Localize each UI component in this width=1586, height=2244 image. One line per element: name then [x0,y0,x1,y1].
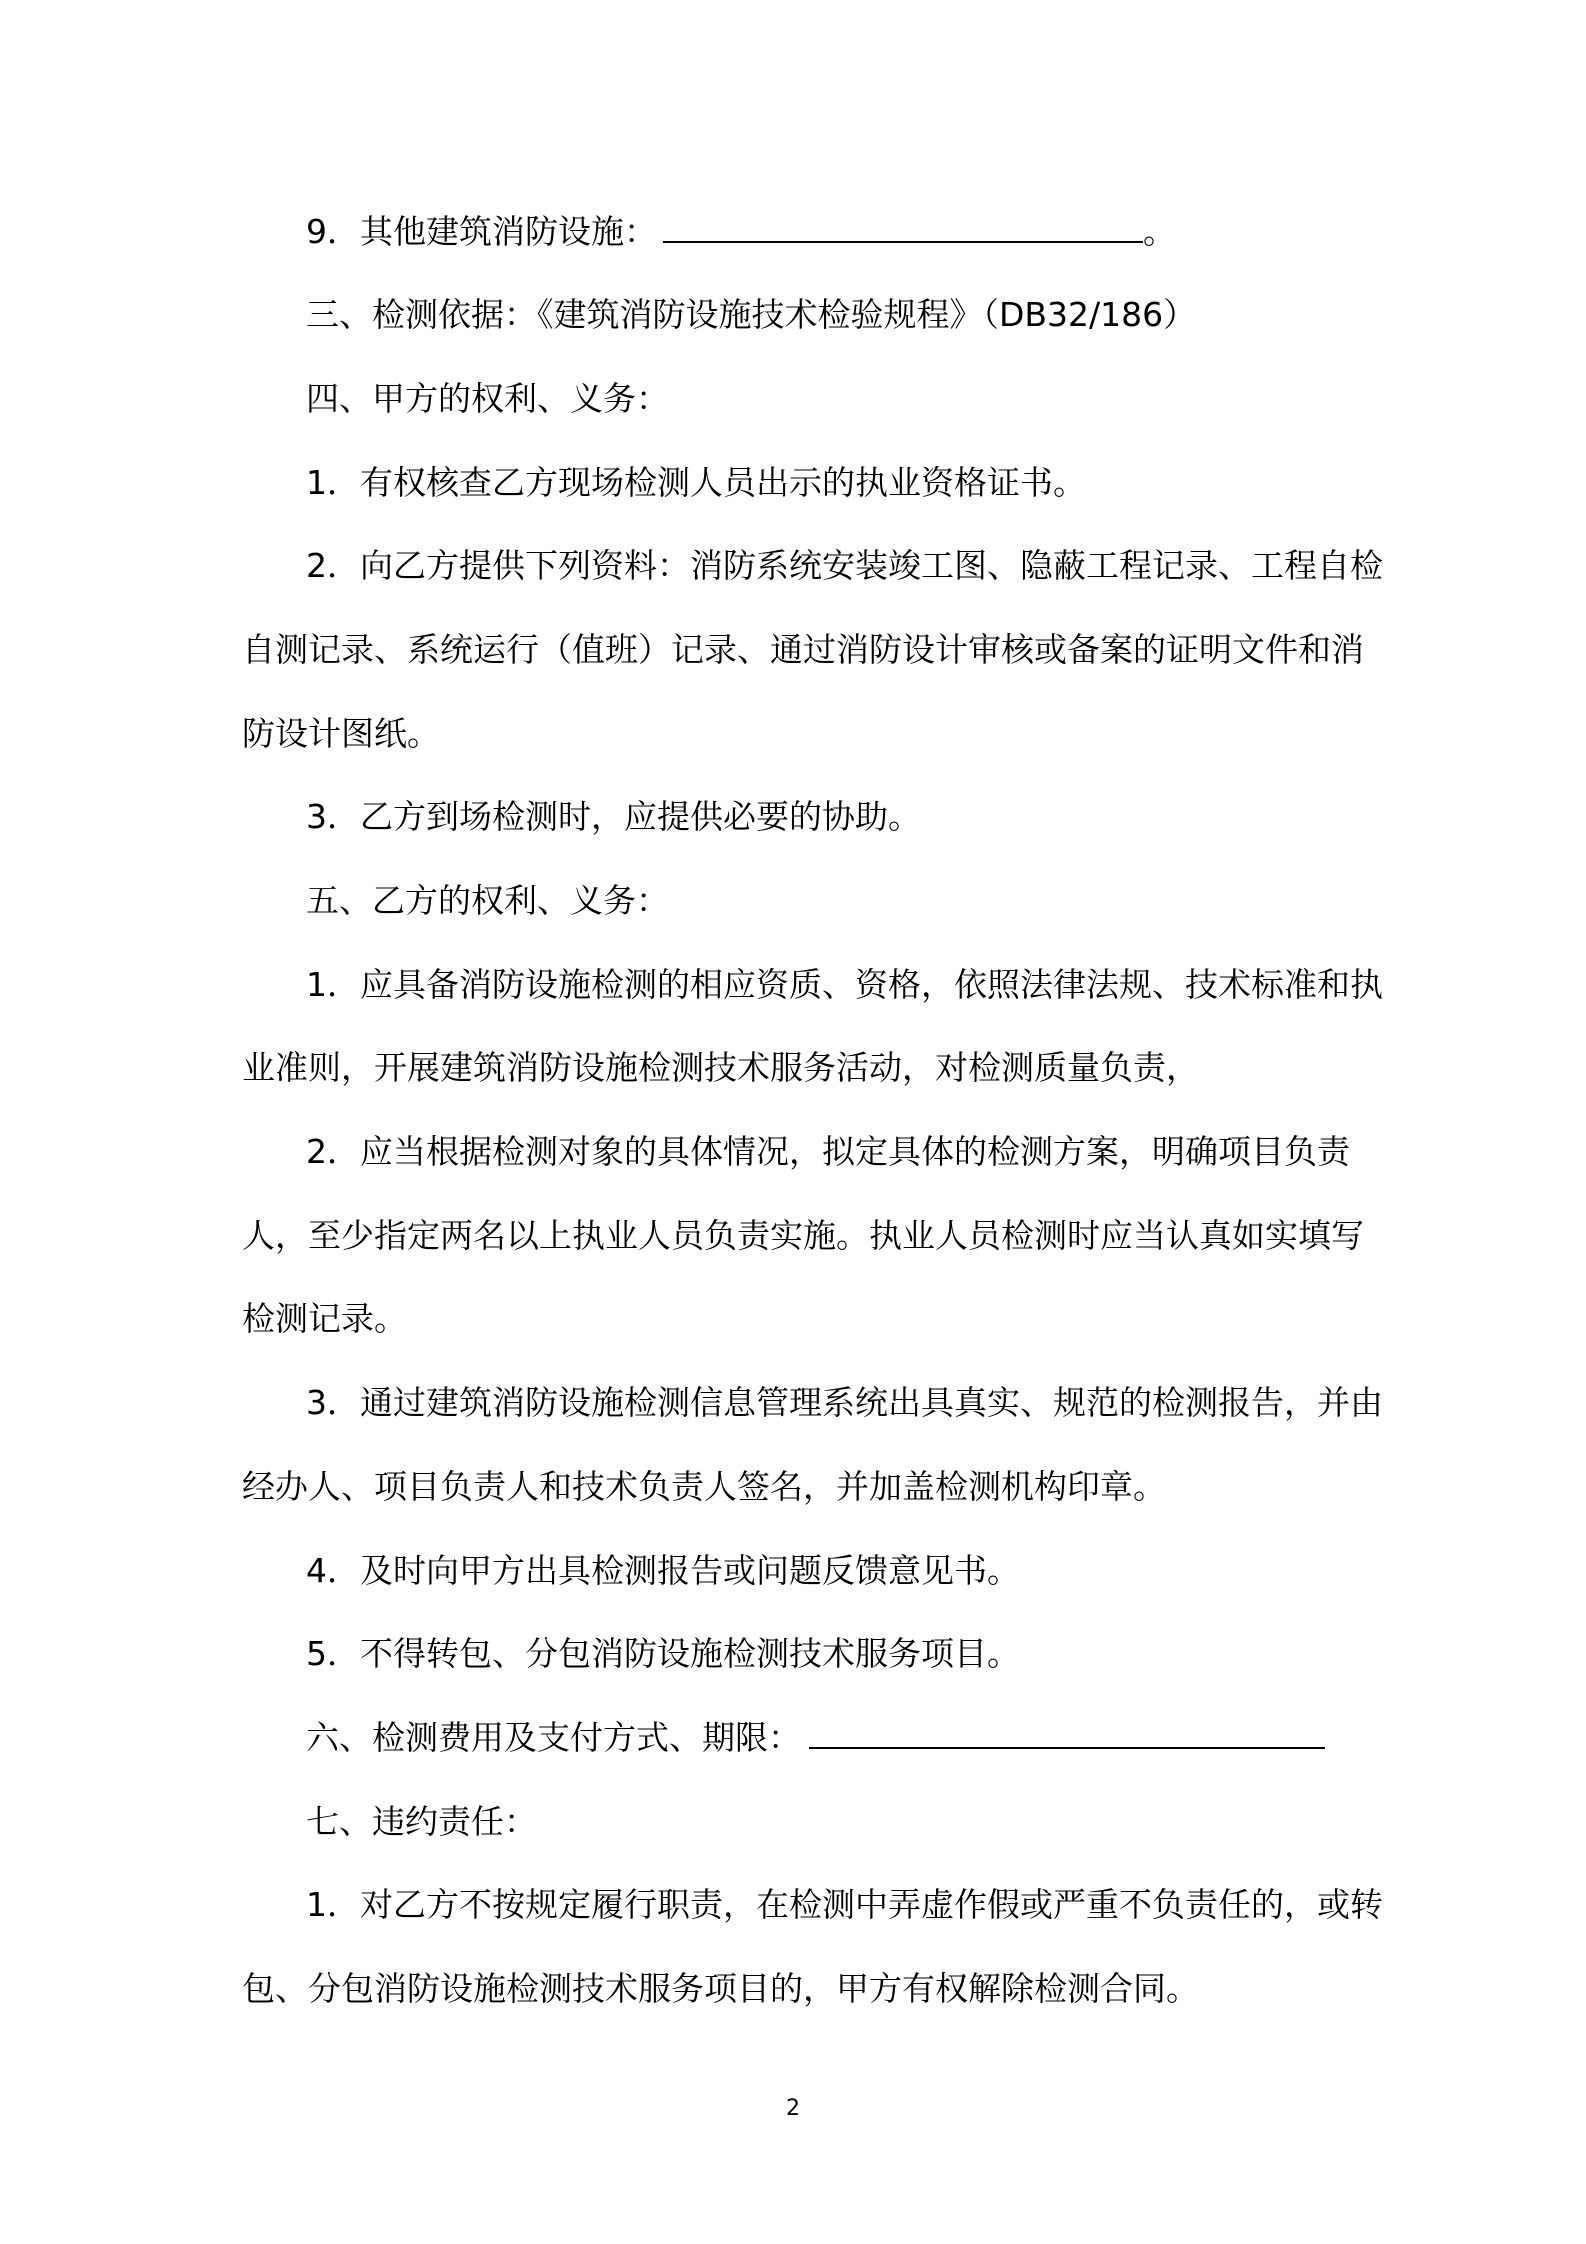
section9-blank-field[interactable] [663,213,1143,243]
section7-item1-line1: 1．对乙方不按规定履行职责，在检测中弄虚作假或严重不负责任的，或转 [306,1885,1383,1924]
section5-item3-line2: 经办人、项目负责人和技术负责人签名，并加盖检测机构印章。 [242,1467,1166,1506]
section9-line [0,212,1586,252]
page-number: 2 [786,2096,800,2121]
section4-item2-line2: 自测记录、系统运行（值班）记录、通过消防设计审核或备案的证明文件和消 [242,630,1364,669]
section6-blank-field[interactable] [809,1719,1325,1749]
section9-suffix: 。 [1143,212,1176,251]
section4-item1: 1．有权核查乙方现场检测人员出示的执业资格证书。 [306,463,1086,502]
section5-item4: 4．及时向甲方出具检测报告或问题反馈意见书。 [306,1551,1020,1590]
section4-title: 四、甲方的权利、义务： [306,379,669,418]
section5-title: 五、乙方的权利、义务： [306,881,669,920]
section5-item1-line1: 1．应具备消防设施检测的相应资质、资格，依照法律法规、技术标准和执 [306,965,1383,1004]
section6-label: 六、检测费用及支付方式、期限： [306,1718,801,1757]
section5-item2-line3: 检测记录。 [242,1299,407,1338]
section9-label: 9．其他建筑消防设施： [306,212,657,251]
section5-item3-line1: 3．通过建筑消防设施检测信息管理系统出具真实、规范的检测报告，并由 [306,1383,1383,1422]
section5-item2-line1: 2．应当根据检测对象的具体情况，拟定具体的检测方案，明确项目负责 [306,1132,1350,1171]
section4-item3: 3．乙方到场检测时，应提供必要的协助。 [306,797,921,836]
section7-item1-line2: 包、分包消防设施检测技术服务项目的，甲方有权解除检测合同。 [242,1969,1199,2008]
section6-line [0,1718,1586,1758]
section3-basis: 三、检测依据：《建筑消防设施技术检验规程》（DB32/186） [306,295,1197,334]
section5-item5: 5．不得转包、分包消防设施检测技术服务项目。 [306,1634,1020,1673]
section7-title: 七、违约责任： [306,1802,537,1841]
section4-item2-line1: 2．向乙方提供下列资料：消防系统安装竣工图、隐蔽工程记录、工程自检 [306,546,1383,585]
section5-item2-line2: 人，至少指定两名以上执业人员负责实施。执业人员检测时应当认真如实填写 [242,1216,1364,1255]
section4-item2-line3: 防设计图纸。 [242,714,440,753]
section5-item1-line2: 业准则，开展建筑消防设施检测技术服务活动，对检测质量负责， [242,1048,1199,1087]
